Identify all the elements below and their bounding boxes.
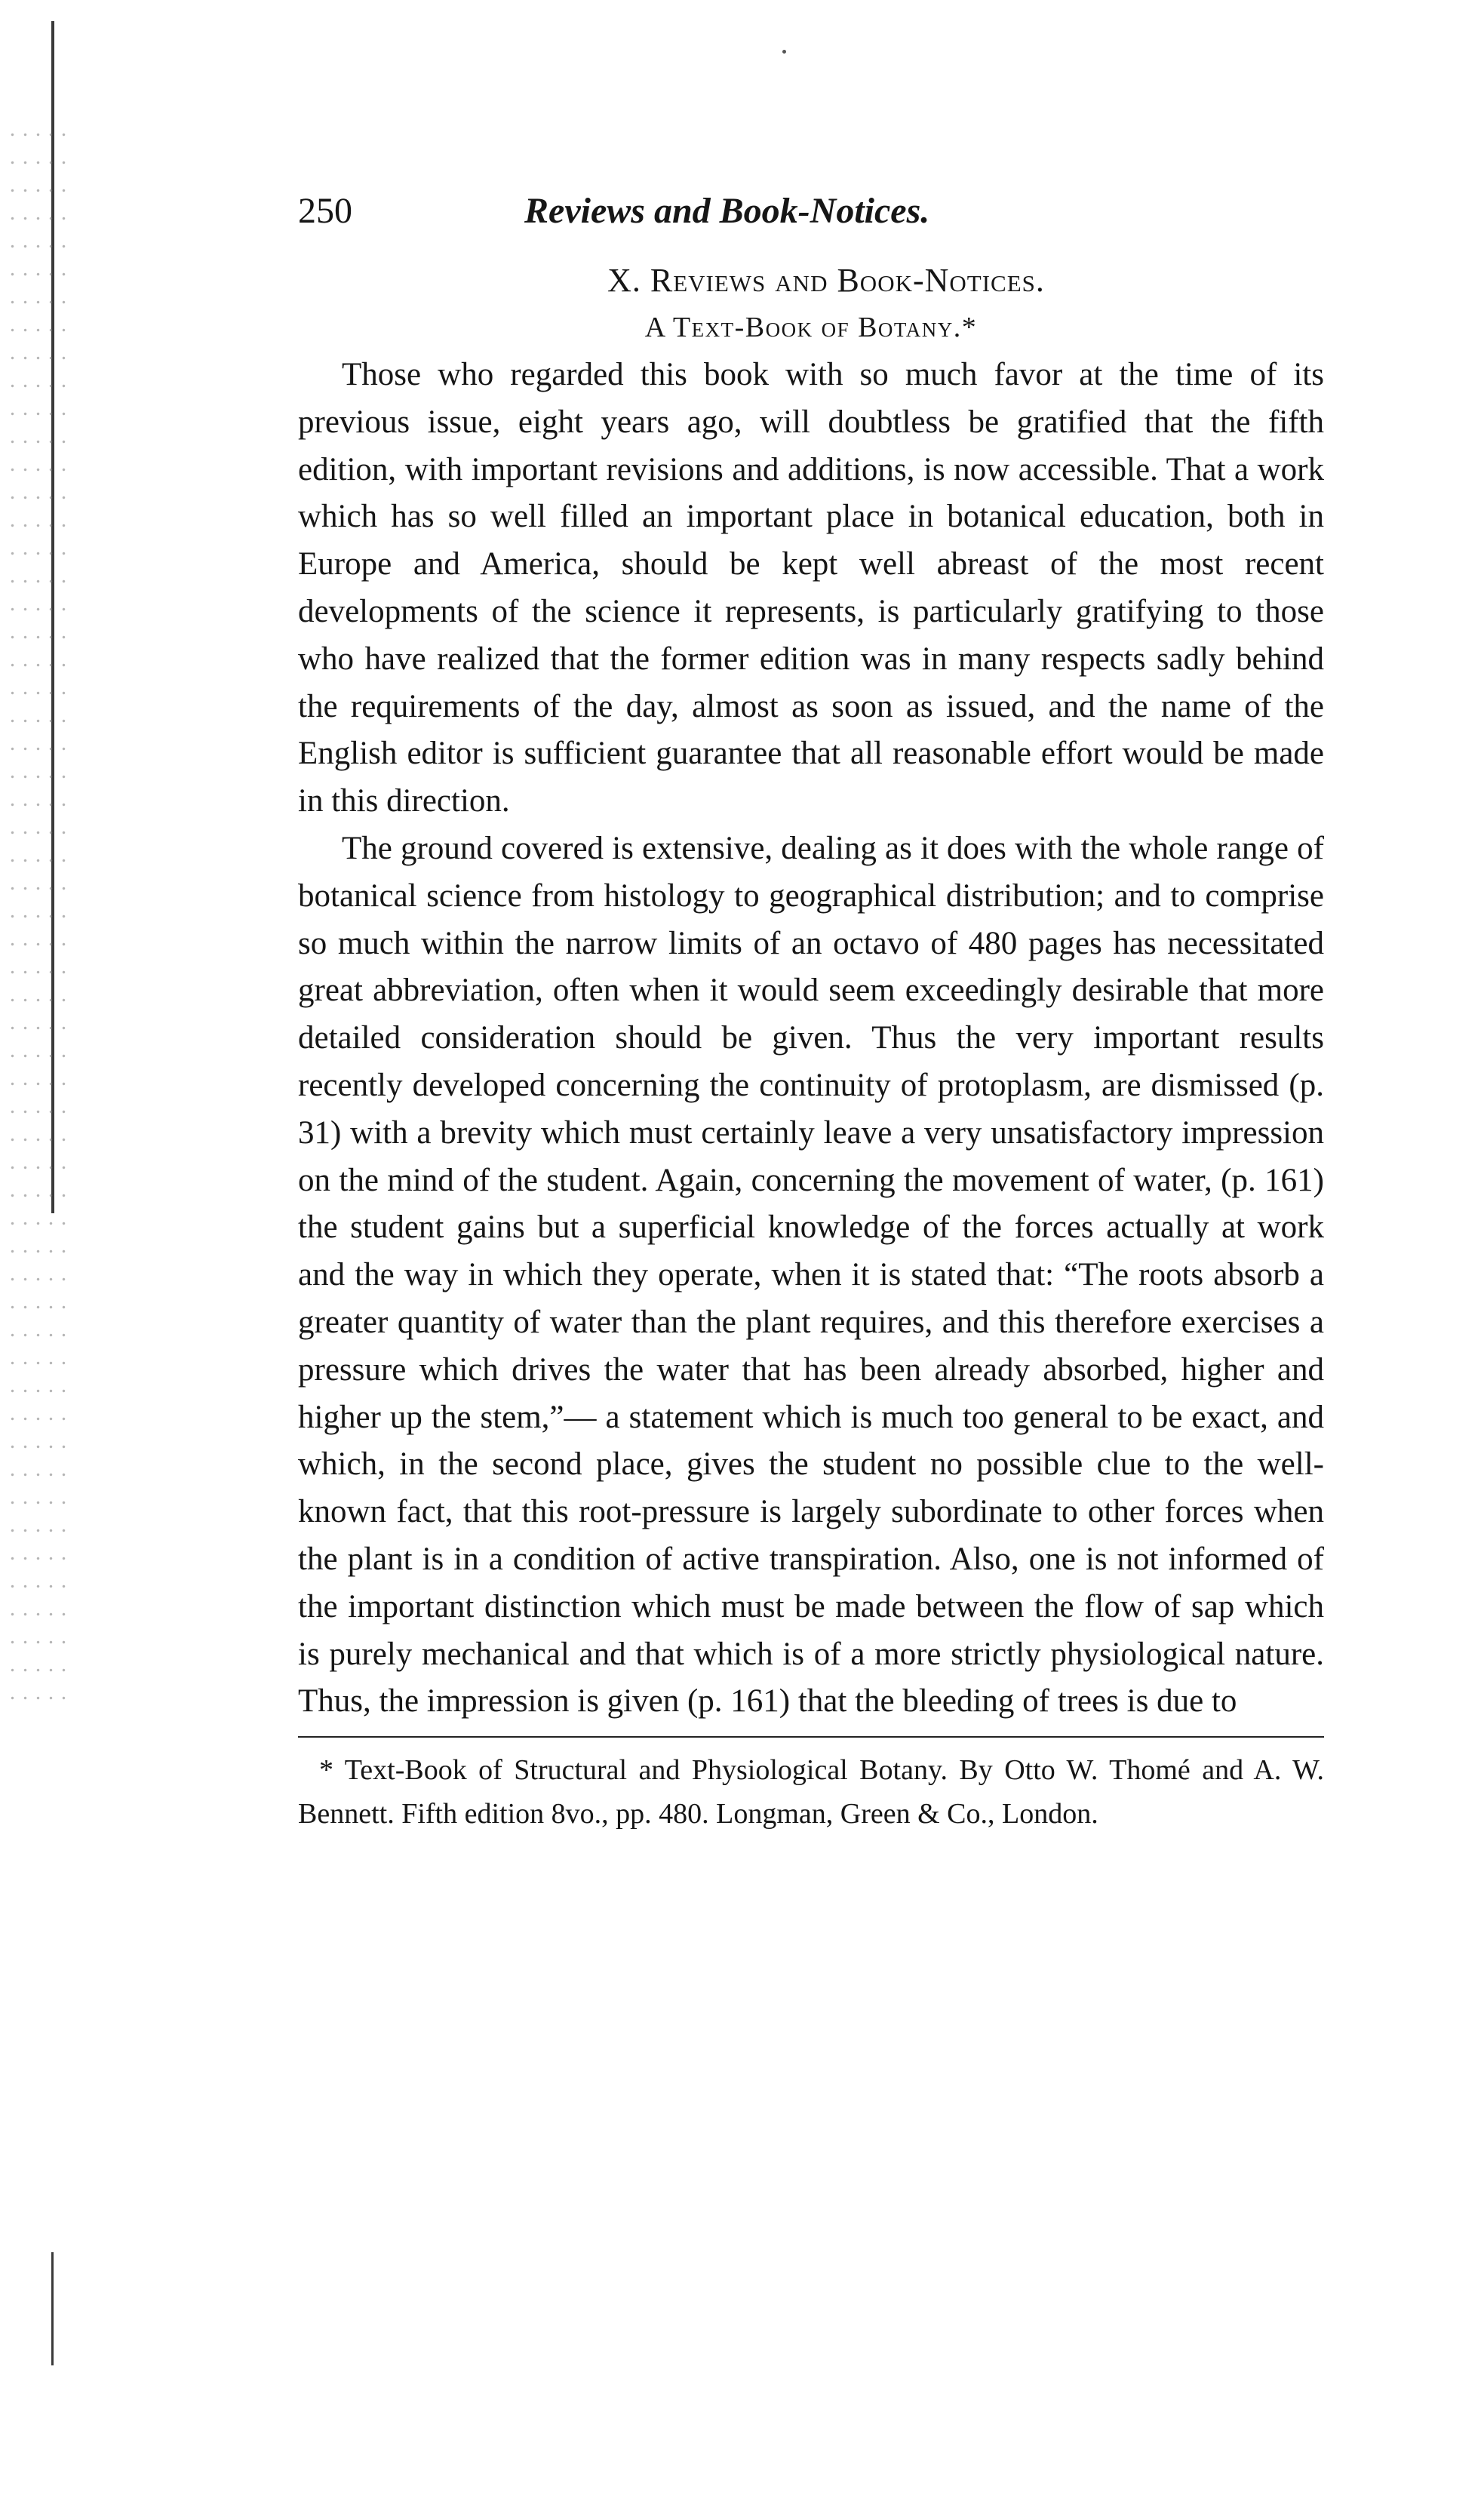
running-title: Reviews and Book-Notices.: [524, 191, 930, 231]
running-head: [298, 185, 1324, 238]
article-title: A Text-Book of Botany.*: [644, 312, 978, 343]
book-page: [298, 185, 1324, 1836]
scan-speck: [782, 50, 786, 54]
footnote-rule: [298, 1736, 1324, 1738]
page-number: 250: [298, 191, 352, 231]
section-title: X. Reviews and Book-Notices.: [607, 262, 1045, 299]
footnote: * Text-Book of Structural and Physiological Botany. By Otto W. Thomé and A. W. Bennett. Fifth edition 8vo., pp. 480. Longman, Green & Co., London.: [298, 1754, 1324, 1830]
review-body: [298, 352, 1324, 1726]
paragraph: The ground covered is extensive, dealing as it does with the whole range of botanical science from histology to geographical distribution; and to comprise so much within the narrow limits of an octavo of 480 pages has necessitated great abbreviation, often when it would seem exceedingly desirable that more detailed consideration should be given. Thus the very important results recently developed concerning the continuity of protoplasm, are dismissed (p. 31) with a brevity which must certainly leave a very unsatisfactory impression on the mind of the student. Again, concerning the movement of water, (p. 161) the student gains but a superficial knowledge of the forces actually at work and the way in which they operate, when it is stated that: “The roots absorb a greater quantity of water than the plant requires, and this therefore exercises a pressure which drives the water that has been already absorbed, higher and higher up the stem,”— a statement which is much too general to be exact, and which, in the second place, gives the student no possible clue to the well-known fact, that this root-pressure is largely subordinate to other forces when the plant is in a condition of active transpiration. Also, one is not informed of the important distinction which must be made between the flow of sap which is purely mechanical and that which is of a more strictly physiological nature. Thus, the impression is given (p. 161) that the bleeding of trees is due to: [298, 830, 1324, 1720]
paragraph: Those who regarded this book with so much favor at the time of its previous issue, eight years ago, will doubtless be gratified that the fifth edition, with important revisions and additions, is now accessible. That a work which has so well filled an important place in botanical education, both in Europe and America, should be kept well abreast of the most recent developments of the science it represents, is particularly gratifying to those who have realized that the former edition was in many respects sadly behind the requirements of the day, almost as soon as issued, and the name of the English editor is sufficient guarantee that all reasonable effort would be made in this direction.: [298, 357, 1324, 819]
scan-gutter-marks: [6, 121, 74, 1705]
binding-edge-line-lower: [51, 2252, 54, 2365]
